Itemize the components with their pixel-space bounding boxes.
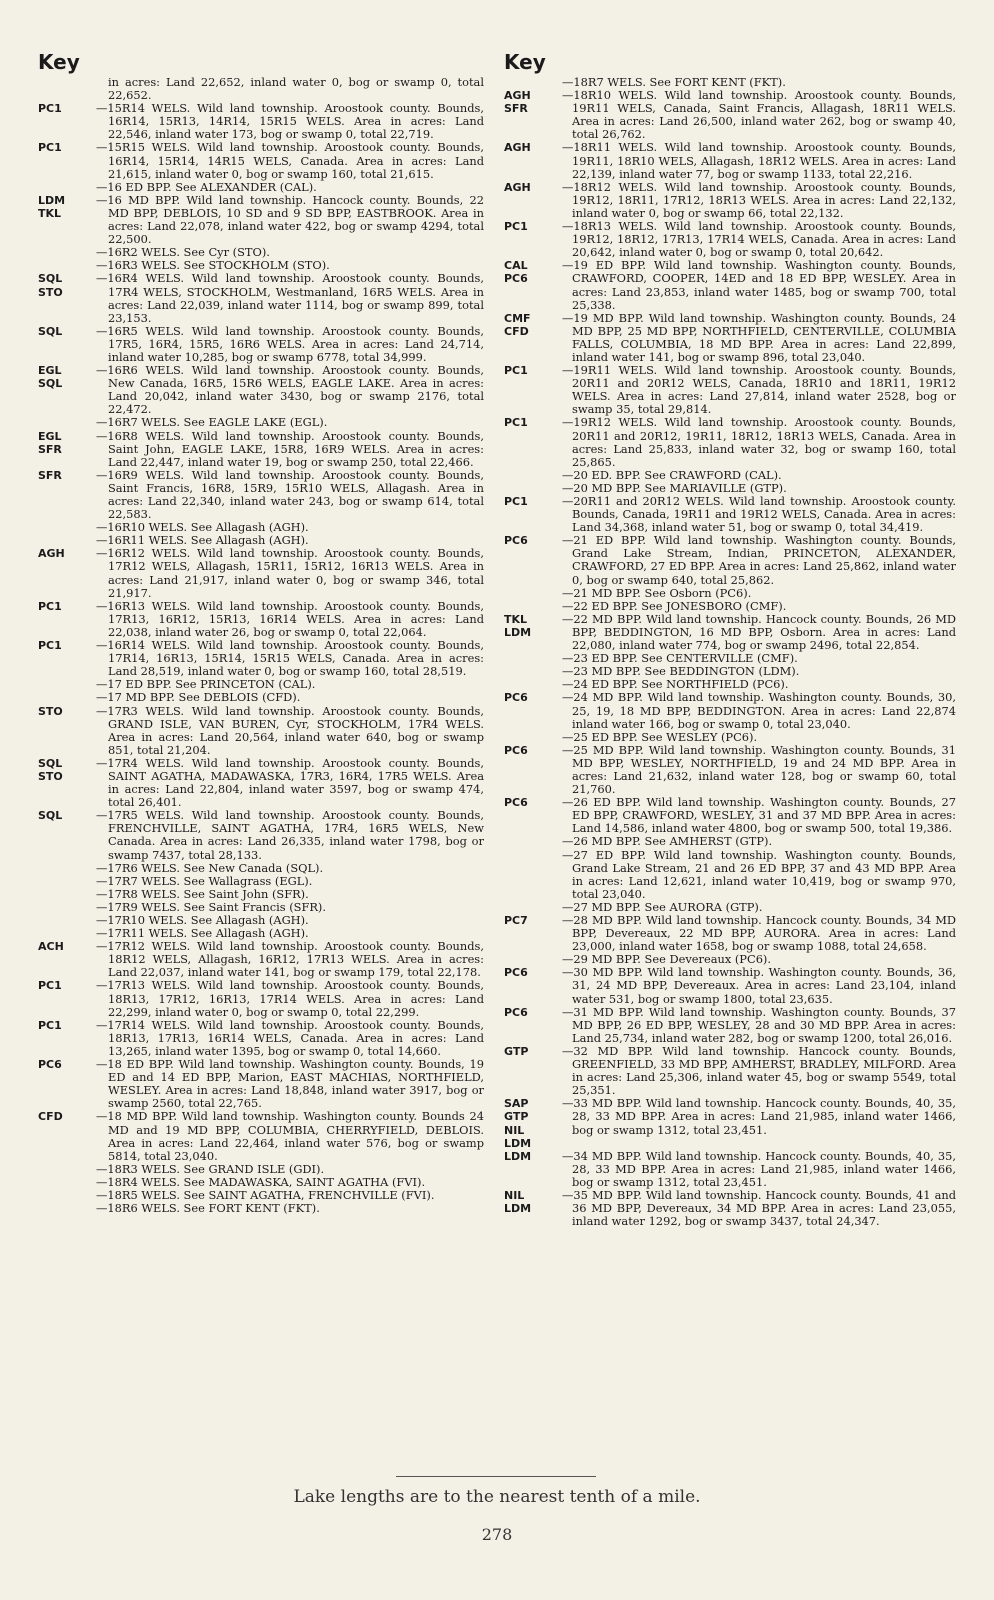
map-key-codes	[38, 364, 96, 416]
map-key-code: EGL	[38, 364, 62, 378]
map-key-codes	[38, 678, 96, 691]
map-key-codes	[38, 1189, 96, 1202]
entry-text: —16 MD BPP. Wild land township. Hancock county. Bounds, 22 MD BPP, DEBLOIS, 10 SD and 9 SD BPP, EASTBROOK. Area in acres: Land 22,078, inland water 422, bog or swamp 4294, total 22,500.	[96, 192, 484, 247]
entry-text: —19 ED BPP. Wild land township. Washington county. Bounds, CRAWFORD, COOPER, 14ED and 18 ED BPP, WESLEY. Area in acres: Land 23,853, inland water 1485, bog or swamp 700, total 25,338.	[562, 258, 956, 312]
map-key-codes	[504, 495, 562, 534]
township-entry	[504, 364, 956, 416]
entry-text: —18R10 WELS. Wild land township. Aroostook county. Bounds, 19R11 WELS, Canada, Saint Francis, Allagash, 18R11 WELS. Area in acres: Land 26,500, inland water 262, bog or swamp 40, total 26,762.	[562, 88, 956, 142]
map-key-code: SFR	[504, 102, 528, 116]
map-key-codes	[38, 534, 96, 547]
township-entry	[504, 1097, 956, 1149]
map-key-code: PC6	[504, 966, 528, 980]
right-column	[504, 48, 956, 1228]
township-entry	[38, 888, 484, 901]
map-key-code: NIL	[504, 1188, 525, 1202]
map-key-codes	[504, 652, 562, 665]
entry-text: —17R14 WELS. Wild land township. Aroostook county. Bounds, 18R13, 17R13, 16R14 WELS, Canada. Area in acres: Land 13,265, inland water 1395, bog or swamp 0, total 14,660.	[96, 1017, 484, 1058]
map-key-code: PC1	[504, 495, 528, 508]
township-entry	[38, 272, 484, 324]
map-key-codes	[504, 587, 562, 600]
township-entry	[38, 364, 484, 416]
township-entry	[504, 613, 956, 652]
map-key-codes	[504, 914, 562, 953]
entry-text: —30 MD BPP. Wild land township. Washington county. Bounds, 36, 31, 24 MD BPP, Devereaux. Area in acres: Land 23,104, inland water 531, bog or swamp 1800, total 23,635.	[562, 965, 956, 1006]
map-key-codes	[38, 1176, 96, 1189]
map-key-codes	[38, 325, 96, 364]
entry-text: —16R10 WELS. See Allagash (AGH).	[96, 520, 309, 535]
map-key-code: LDM	[504, 1136, 532, 1150]
map-key-codes	[504, 76, 562, 89]
map-key-codes	[504, 89, 562, 141]
map-key-code: SQL	[38, 377, 63, 391]
entry-text: —21 ED BPP. Wild land township. Washington county. Bounds, Grand Lake Stream, Indian, PRINCETON, ALEXANDER, CRAWFORD, 27 ED BPP. Area in acres: Land 25,862, inland water 0, bog or swamp 640, total 25,862.	[562, 533, 956, 587]
map-key-code: AGH	[504, 180, 531, 194]
township-entry	[38, 691, 484, 704]
township-entry	[38, 940, 484, 979]
entry-text: —18R4 WELS. See MADAWASKA, SAINT AGATHA (FVI).	[96, 1174, 426, 1189]
map-key-code: PC1	[504, 416, 528, 430]
map-key-codes	[38, 927, 96, 940]
township-entry	[504, 312, 956, 364]
township-entry	[504, 849, 956, 901]
map-key-code: CAL	[504, 259, 528, 273]
map-key-code: CMF	[504, 311, 531, 325]
entry-text: —16R5 WELS. Wild land township. Aroostook county. Bounds, 17R5, 16R4, 15R5, 16R6 WELS. Area in acres: Land 24,714, inland water 10,285, bog or swamp 6778, total 34,999.	[96, 323, 484, 364]
township-entry	[504, 744, 956, 796]
map-key-code: PC7	[504, 914, 528, 927]
township-entry	[504, 534, 956, 586]
map-key-codes	[504, 259, 562, 311]
township-entry	[504, 469, 956, 482]
township-entry	[38, 1163, 484, 1176]
entry-text: —17R9 WELS. See Saint Francis (SFR).	[96, 899, 326, 914]
map-key-codes	[38, 757, 96, 809]
map-key-codes	[504, 482, 562, 495]
map-key-codes	[504, 534, 562, 586]
township-entry	[504, 835, 956, 848]
entry-text: —27 ED BPP. Wild land township. Washington county. Bounds, Grand Lake Stream, 21 and 26 ED BPP, 37 and 43 MD BPP. Area in acres: Land 12,621, inland water 10,419, bog or swamp 970, total 23,040.	[562, 847, 956, 901]
entry-text: —17 MD BPP. See DEBLOIS (CFD).	[96, 690, 301, 705]
map-key-codes	[38, 469, 96, 521]
map-key-codes	[38, 862, 96, 875]
left-entry-list	[38, 76, 484, 1215]
entry-text: —20 ED. BPP. See CRAWFORD (CAL).	[562, 467, 782, 482]
township-entry	[38, 141, 484, 180]
map-key-code: ACH	[38, 940, 64, 954]
entry-text: —20R11 and 20R12 WELS. Wild land township. Aroostook county. Bounds, Canada, 19R11 and 19R12 WELS, Canada. Area in acres: Land 34,368, inland water 51, bog or swamp 0, total 34,419.	[562, 494, 956, 535]
township-entry	[504, 181, 956, 220]
map-key-code: SFR	[38, 442, 62, 456]
entry-text: —26 MD BPP. See AMHERST (GTP).	[562, 834, 773, 849]
map-key-code: PC1	[504, 220, 528, 234]
township-entry	[504, 416, 956, 468]
entry-text: —16 ED BPP. See ALEXANDER (CAL).	[96, 179, 317, 194]
entry-text: —16R11 WELS. See Allagash (AGH).	[96, 533, 309, 548]
map-key-code: PC6	[504, 796, 528, 810]
entry-text: —22 MD BPP. Wild land township. Hancock county. Bounds, 26 MD BPP, BEDDINGTON, 16 MD BPP, Osborn. Area in acres: Land 22,080, inland water 774, bog or swamp 2496, total 22,854.	[562, 611, 956, 653]
map-key-codes	[38, 141, 96, 180]
entry-text: —27 MD BPP. See AURORA (GTP).	[562, 899, 763, 914]
entry-text: —16R13 WELS. Wild land township. Aroostook county. Bounds, 17R13, 16R12, 15R13, 16R14 WELS. Area in acres: Land 22,038, inland water 26, bog or swamp 0, total 22,064.	[96, 598, 484, 639]
entry-text: —24 MD BPP. Wild land township. Washington county. Bounds, 30, 25, 19, 18 MD BPP, BEDDINGTON. Area in acres: Land 22,874 inland water 166, bog or swamp 0, total 23,040.	[562, 690, 956, 731]
entry-text: —17R8 WELS. See Saint John (SFR).	[96, 886, 309, 901]
map-key-code: EGL	[38, 429, 62, 443]
map-key-codes	[504, 691, 562, 730]
key-heading-left: Key	[38, 50, 80, 74]
map-key-codes	[504, 796, 562, 835]
map-key-code: TKL	[38, 206, 62, 220]
entry-text: —17R3 WELS. Wild land township. Aroostook county. Bounds, GRAND ISLE, VAN BUREN, Cyr, STOCKHOLM, 17R4 WELS. Area in acres: Land 20,564, inland water 640, bog or swamp 851, total 21,204.	[96, 703, 484, 757]
map-key-codes	[38, 194, 96, 246]
map-key-codes	[38, 259, 96, 272]
map-key-code: LDM	[504, 1202, 532, 1216]
entry-text: —15R15 WELS. Wild land township. Aroostook county. Bounds, 16R14, 15R14, 14R15 WELS, Canada. Area in acres: Land 21,615, inland water 0, bog or swamp 160, total 21,615.	[96, 140, 484, 181]
entry-text: —31 MD BPP. Wild land township. Washington county. Bounds, 37 MD BPP, 26 ED BPP, WESLEY, 28 and 30 MD BPP. Area in acres: Land 25,734, inland water 282, bog or swamp 1200, total 26,016.	[562, 1004, 956, 1045]
entry-text: —24 ED BPP. See NORTHFIELD (PC6).	[562, 677, 789, 692]
entry-text: —25 ED BPP. See WESLEY (PC6).	[562, 729, 758, 744]
map-key-codes	[38, 888, 96, 901]
entry-text: —35 MD BPP. Wild land township. Hancock county. Bounds, 41 and 36 MD BPP, Devereaux, 34 MD BPP. Area in acres: Land 23,055, inland water 1292, bog or swamp 3437, total 24,347.	[562, 1187, 956, 1229]
map-key-codes	[504, 744, 562, 796]
entry-text: —17R10 WELS. See Allagash (AGH).	[96, 913, 309, 927]
entry-text: —18R5 WELS. See SAINT AGATHA, FRENCHVILLE (FVI).	[96, 1187, 435, 1202]
township-entry	[38, 1019, 484, 1058]
entry-text: —20 MD BPP. See MARIAVILLE (GTP).	[562, 480, 787, 495]
entry-text: —18 MD BPP. Wild land township. Washington county. Bounds 24 MD and 19 MD BPP, COLUMBIA, CHERRYFIELD, DEBLOIS. Area in acres: Land 22,464, inland water 576, bog or swamp 5814, total 23,040.	[96, 1109, 484, 1163]
entry-text: —17R12 WELS. Wild land township. Aroostook county. Bounds, 18R12 WELS, Allagash, 16R12, 17R13 WELS. Area in acres: Land 22,037, inland water 141, bog or swamp 179, total 22,178.	[96, 939, 484, 980]
map-key-codes	[38, 914, 96, 927]
map-key-code: STO	[38, 285, 63, 299]
entry-text: —19 MD BPP. Wild land township. Washington county. Bounds, 24 MD BPP, 25 MD BPP, NORTHFIELD, CENTERVILLE, COLUMBIA FALLS, COLUMBIA, 18 MD BPP. Area in acres: Land 22,899, inland water 141, bog or swamp 896, total 23,040.	[562, 310, 956, 364]
map-key-codes	[504, 364, 562, 416]
map-key-codes	[504, 1006, 562, 1045]
township-entry	[38, 639, 484, 678]
footer-note: Lake lengths are to the nearest tenth of a mile.	[293, 1487, 701, 1507]
map-key-codes	[504, 1189, 562, 1228]
map-key-codes	[504, 1150, 562, 1189]
map-key-code: PC1	[38, 979, 62, 993]
township-entry	[38, 1110, 484, 1162]
map-key-codes	[38, 547, 96, 599]
map-key-code: LDM	[504, 1149, 532, 1163]
township-entry	[38, 430, 484, 469]
map-key-code: SFR	[38, 468, 62, 482]
map-key-codes	[504, 220, 562, 259]
map-key-codes	[38, 1058, 96, 1110]
map-key-code: LDM	[38, 193, 66, 207]
map-key-code: TKL	[504, 612, 528, 626]
left-column	[38, 48, 484, 1215]
map-key-codes	[504, 901, 562, 914]
township-entry	[38, 979, 484, 1018]
map-key-code: SQL	[38, 272, 63, 286]
township-entry	[504, 691, 956, 730]
map-key-codes	[38, 691, 96, 704]
map-key-code: STO	[38, 769, 63, 783]
map-key-code: PC6	[504, 743, 528, 757]
map-key-code: PC1	[38, 639, 62, 653]
footer-rule	[396, 1476, 596, 1477]
township-entry	[504, 220, 956, 259]
entry-text: —25 MD BPP. Wild land township. Washington county. Bounds, 31 MD BPP, WESLEY, NORTHFIELD, 19 and 24 MD BPP. Area in acres: Land 21,632, inland water 128, bog or swamp 60, total 21,760.	[562, 742, 956, 797]
map-key-codes	[38, 875, 96, 888]
map-key-code: SAP	[504, 1097, 529, 1111]
map-key-codes	[38, 416, 96, 429]
map-key-codes	[504, 600, 562, 613]
map-key-code: NIL	[504, 1123, 525, 1137]
map-key-code: STO	[38, 704, 63, 718]
entry-text: —19R12 WELS. Wild land township. Aroostook county. Bounds, 20R11 and 20R12, 19R11, 18R12, 18R13 WELS, Canada. Area in acres: Land 25,833, inland water 32, bog or swamp 160, total 25,865.	[562, 415, 956, 469]
map-key-codes	[504, 678, 562, 691]
township-entry	[504, 914, 956, 953]
township-entry	[504, 1150, 956, 1189]
entry-text: —17R4 WELS. Wild land township. Aroostook county. Bounds, SAINT AGATHA, MADAWASKA, 17R3, 16R4, 17R5 WELS. Area in acres: Land 22,804, inland water 3597, bog or swamp 474, total 26,401.	[96, 755, 484, 810]
map-key-code: PC1	[38, 102, 62, 116]
township-entry	[504, 141, 956, 180]
township-entry	[38, 1058, 484, 1110]
map-key-codes	[38, 76, 96, 102]
entry-text: —19R11 WELS. Wild land township. Aroostook county. Bounds, 20R11 and 20R12 WELS, Canada, 18R10 and 18R11, 19R12 WELS. Area in acres: Land 27,814, inland water 2528, bog or swamp 35, total 29,814.	[562, 363, 956, 417]
map-key-codes	[38, 181, 96, 194]
key-heading-right: Key	[504, 50, 546, 74]
entry-text: —16R4 WELS. Wild land township. Aroostook county. Bounds, 17R4 WELS, STOCKHOLM, Westmanland, 16R5 WELS. Area in acres: Land 22,039, inland water 1114, bog or swamp 899, total 23,153.	[96, 271, 484, 325]
township-entry	[504, 1006, 956, 1045]
map-key-codes	[504, 613, 562, 652]
map-key-codes	[504, 1045, 562, 1097]
entry-text: —16R8 WELS. Wild land township. Aroostook county. Bounds, Saint John, EAGLE LAKE, 15R8, 16R9 WELS. Area in acres: Land 22,447, inland water 19, bog or swamp 250, total 22,466.	[96, 428, 484, 469]
map-key-codes	[504, 1097, 562, 1149]
entry-text: —17R5 WELS. Wild land township. Aroostook county. Bounds, FRENCHVILLE, SAINT AGATHA, 17R4, 16R5 WELS, New Canada. Area in acres: Land 26,335, inland water 1798, bog or swamp 7437, total 28,133.	[96, 808, 484, 862]
township-entry	[38, 875, 484, 888]
township-entry	[504, 587, 956, 600]
entry-text: —23 MD BPP. See BEDDINGTON (LDM).	[562, 664, 800, 679]
map-key-codes	[38, 940, 96, 979]
map-key-codes	[504, 849, 562, 901]
entry-text: —28 MD BPP. Wild land township. Hancock county. Bounds, 34 MD BPP, Devereaux, 22 MD BPP, AURORA. Area in acres: Land 23,000, inland water 1658, bog or swamp 1088, total 24,658.	[562, 913, 956, 954]
map-key-code: PC6	[504, 272, 528, 286]
map-key-code: PC1	[38, 599, 62, 613]
map-key-codes	[504, 312, 562, 364]
entry-text: —16R6 WELS. Wild land township. Aroostook county. Bounds, New Canada, 16R5, 15R6 WELS, EAGLE LAKE. Area in acres: Land 20,042, inland water 3430, bog or swamp 2176, total 22,472.	[96, 363, 484, 417]
entry-text: —17R13 WELS. Wild land township. Aroostook county. Bounds, 18R13, 17R12, 16R13, 17R14 WELS. Area in acres: Land 22,299, inland water 0, bog or swamp 0, total 22,299.	[96, 978, 484, 1019]
township-entry	[504, 259, 956, 311]
map-key-code: CFD	[38, 1110, 63, 1124]
map-key-codes	[504, 416, 562, 468]
map-key-codes	[504, 469, 562, 482]
map-key-code: CFD	[504, 324, 529, 338]
entry-text: —18R11 WELS. Wild land township. Aroostook county. Bounds, 19R11, 18R10 WELS, Allagash, 18R12 WELS. Area in acres: Land 22,139, inland water 77, bog or swamp 1133, total 22,216.	[562, 140, 956, 181]
map-key-code: PC1	[504, 364, 528, 378]
entry-text: —17 ED BPP. See PRINCETON (CAL).	[96, 677, 316, 692]
township-entry	[38, 809, 484, 861]
township-entry	[504, 89, 956, 141]
map-key-codes	[38, 1019, 96, 1058]
township-entry	[38, 194, 484, 246]
map-key-codes	[38, 102, 96, 141]
entry-text: —21 MD BPP. See Osborn (PC6).	[562, 585, 752, 600]
township-entry	[38, 547, 484, 599]
map-key-codes	[504, 835, 562, 848]
map-key-code: PC1	[38, 141, 62, 155]
township-entry	[38, 416, 484, 429]
entry-text: —17R11 WELS. See Allagash (AGH).	[96, 926, 309, 941]
township-entry	[38, 181, 484, 194]
entry-text: —26 ED BPP. Wild land township. Washington county. Bounds, 27 ED BPP, CRAWFORD, WESLEY, 31 and 37 MD BPP. Area in acres: Land 14,586, inland water 4800, bog or swamp 500, total 19,386.	[562, 795, 956, 836]
map-key-codes	[38, 430, 96, 469]
township-entry	[38, 600, 484, 639]
township-entry	[38, 76, 484, 102]
page-number: 278	[481, 1525, 513, 1544]
map-key-code: PC6	[504, 1005, 528, 1019]
entry-text: —22 ED BPP. See JONESBORO (CMF).	[562, 598, 787, 613]
township-entry	[504, 1045, 956, 1097]
map-key-codes	[504, 181, 562, 220]
entry-text: —16R9 WELS. Wild land township. Aroostook county. Bounds, Saint Francis, 16R8, 15R9, 15R10 WELS, Allagash. Area in acres: Land 22,340, inland water 243, bog or swamp 614, total 22,583.	[96, 467, 484, 522]
entry-text: —18R3 WELS. See GRAND ISLE (GDI).	[96, 1161, 325, 1176]
township-entry	[38, 862, 484, 875]
entry-text: —17R7 WELS. See Wallagrass (EGL).	[96, 873, 313, 888]
entry-text: —16R3 WELS. See STOCKHOLM (STO).	[96, 258, 330, 273]
map-key-code: SQL	[38, 756, 63, 770]
entry-text: —18R12 WELS. Wild land township. Aroostook county. Bounds, 19R12, 18R11, 17R12, 18R13 WELS. Area in acres: Land 22,132, inland water 0, bog or swamp 66, total 22,132.	[562, 179, 956, 220]
map-key-codes	[38, 639, 96, 678]
map-key-code: GTP	[504, 1044, 529, 1058]
entry-text: —17R6 WELS. See New Canada (SQL).	[96, 860, 324, 875]
map-key-codes	[38, 1110, 96, 1162]
township-entry	[38, 469, 484, 521]
entry-text: —15R14 WELS. Wild land township. Aroostook county. Bounds, 16R14, 15R13, 14R14, 15R15 WELS. Area in acres: Land 22,546, inland water 173, bog or swamp 0, total 22,719.	[96, 101, 484, 142]
entry-text: —16R14 WELS. Wild land township. Aroostook county. Bounds, 17R14, 16R13, 15R14, 15R15 WELS, Canada. Area in acres: Land 28,519, inland water 0, bog or swamp 160, total 28,519.	[96, 638, 484, 679]
township-entry	[38, 325, 484, 364]
map-key-codes	[504, 966, 562, 1005]
map-key-code: GTP	[504, 1110, 529, 1124]
entry-text: —18R6 WELS. See FORT KENT (FKT).	[96, 1201, 320, 1216]
entry-text: —33 MD BPP. Wild land township. Hancock county. Bounds, 40, 35, 28, 33 MD BPP. Area in acres: Land 21,985, inland water 1466, bog or swamp 1312, total 23,451.	[562, 1096, 956, 1137]
entry-text: in acres: Land 22,652, inland water 0, bog or swamp 0, total 22,652.	[108, 75, 484, 103]
map-key-codes	[38, 272, 96, 324]
map-key-code: AGH	[504, 89, 531, 103]
township-entry	[504, 966, 956, 1005]
entry-text: —16R7 WELS. See EAGLE LAKE (EGL).	[96, 415, 328, 430]
right-entry-list	[504, 76, 956, 1228]
township-entry	[38, 1176, 484, 1189]
map-key-codes	[38, 600, 96, 639]
township-entry	[504, 731, 956, 744]
map-key-code: SQL	[38, 324, 63, 338]
map-key-code: LDM	[504, 625, 532, 639]
township-entry	[38, 705, 484, 757]
entry-text: —18R13 WELS. Wild land township. Aroostook county. Bounds, 19R12, 18R12, 17R13, 17R14 WELS, Canada. Area in acres: Land 20,642, inland water 0, bog or swamp 0, total 20,642.	[562, 219, 956, 260]
map-key-codes	[38, 521, 96, 534]
township-entry	[504, 600, 956, 613]
map-key-codes	[38, 246, 96, 259]
map-key-codes	[504, 665, 562, 678]
entry-text: —16R12 WELS. Wild land township. Aroostook county. Bounds, 17R12 WELS, Allagash, 15R11, 15R12, 16R13 WELS. Area in acres: Land 21,917, inland water 0, bog or swamp 346, total 21,917.	[96, 546, 484, 600]
map-key-codes	[504, 141, 562, 180]
township-entry	[38, 1202, 484, 1215]
entry-text: —23 ED BPP. See CENTERVILLE (CMF).	[562, 651, 798, 666]
township-entry	[38, 757, 484, 809]
map-key-code: PC6	[504, 534, 528, 548]
map-key-code: SQL	[38, 809, 63, 823]
township-entry	[504, 1189, 956, 1228]
entry-text: —16R2 WELS. See Cyr (STO).	[96, 245, 270, 260]
map-key-codes	[38, 901, 96, 914]
township-entry	[504, 796, 956, 835]
entry-text: —18 ED BPP. Wild land township. Washington county. Bounds, 19 ED and 14 ED BPP, Marion, EAST MACHIAS, NORTHFIELD, WESLEY. Area in acres: Land 18,848, inland water 3917, bog or swamp 2560, total 22,765.	[96, 1057, 484, 1111]
map-key-codes	[38, 1163, 96, 1176]
township-entry	[504, 495, 956, 534]
township-entry	[38, 102, 484, 141]
entry-text: —34 MD BPP. Wild land township. Hancock county. Bounds, 40, 35, 28, 33 MD BPP. Area in acres: Land 21,985, inland water 1466, bog or swamp 1312, total 23,451.	[562, 1148, 956, 1189]
entry-text: —29 MD BPP. See Devereaux (PC6).	[562, 952, 772, 967]
map-key-codes	[38, 979, 96, 1018]
map-key-code: PC6	[504, 691, 528, 705]
entry-text: —32 MD BPP. Wild land township. Hancock county. Bounds, GREENFIELD, 33 MD BPP, AMHERST, BRADLEY, MILFORD. Area in acres: Land 25,306, inland water 45, bog or swamp 5549, total 25,351.	[562, 1043, 956, 1098]
map-key-code: PC6	[38, 1058, 62, 1072]
map-key-codes	[38, 705, 96, 757]
map-key-code: AGH	[504, 141, 531, 155]
map-key-code: PC1	[38, 1018, 62, 1032]
map-key-code: AGH	[38, 547, 65, 561]
map-key-codes	[38, 1202, 96, 1215]
entry-text: —18R7 WELS. See FORT KENT (FKT).	[562, 75, 786, 89]
map-key-codes	[38, 809, 96, 861]
map-key-codes	[504, 731, 562, 744]
map-key-codes	[504, 953, 562, 966]
